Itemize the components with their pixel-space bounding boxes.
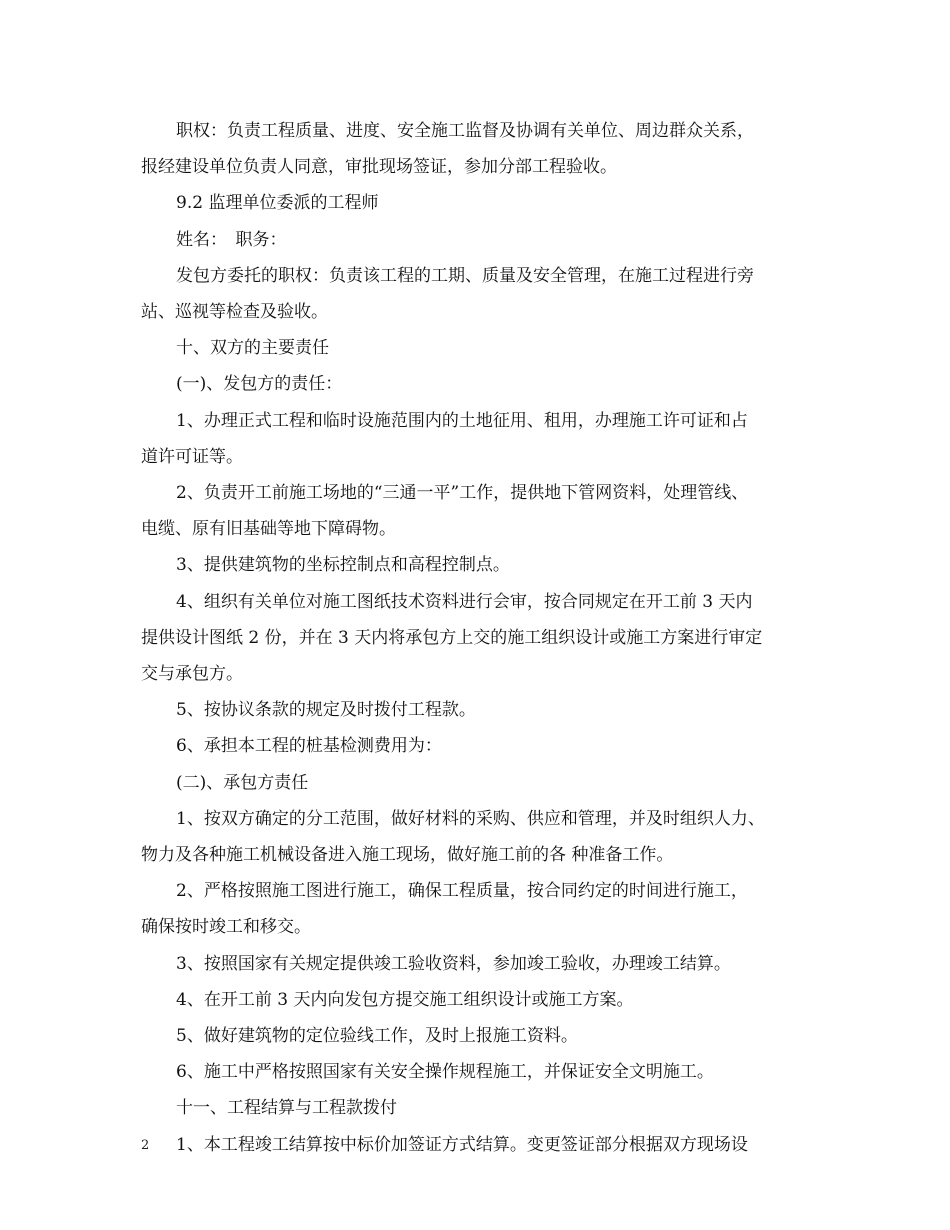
text-line: 交与承包方。	[141, 664, 243, 685]
text-line: 电缆、原有旧基础等地下障碍物。	[141, 519, 396, 540]
text-line: 5、按协议条款的规定及时拨付工程款。	[176, 700, 476, 721]
text-line: 5、做好建筑物的定位验线工作，及时上报施工资料。	[176, 1026, 578, 1047]
text-line: 1、按双方确定的分工范围，做好材料的采购、供应和管理，并及时组织人力、	[176, 808, 765, 829]
text-line: (一)、发包方的责任：	[176, 374, 343, 395]
text-line: 物力及各种施工机械设备进入施工现场，做好施工前的各 种准备工作。	[141, 845, 674, 866]
text-line: 十、双方的主要责任	[176, 338, 329, 359]
text-line: (二)、承包方责任	[176, 772, 309, 793]
text-line: 2、负责开工前施工场地的“三通一平”工作，提供地下管网资料，处理管线、	[176, 483, 749, 504]
text-line: 4、组织有关单位对施工图纸技术资料进行会审，按合同规定在开工前 3 天内	[176, 591, 753, 612]
text-line: 6、承担本工程的桩基检测费用为：	[176, 736, 442, 757]
page-number: 2	[141, 1138, 150, 1153]
text-line: 3、按照国家有关规定提供竣工验收资料，参加竣工验收，办理竣工结算。	[176, 953, 731, 974]
text-line: 1、本工程竣工结算按中标价加签证方式结算。变更签证部分根据双方现场设	[176, 1134, 748, 1155]
text-line: 发包方委托的职权：负责该工程的工期、质量及安全管理，在施工过程进行旁	[176, 265, 754, 286]
text-line: 姓名： 职务：	[176, 229, 287, 250]
text-line: 确保按时竣工和移交。	[141, 917, 311, 938]
text-line: 职权：负责工程质量、进度、安全施工监督及协调有关单位、周边群众关系，	[176, 121, 754, 141]
text-line: 站、巡视等检查及验收。	[141, 302, 328, 323]
text-line: 3、提供建筑物的坐标控制点和高程控制点。	[176, 555, 510, 576]
text-line: 提供设计图纸 2 份，并在 3 天内将承包方上交的施工组织设计或施工方案进行审定	[141, 627, 763, 648]
document-body	[141, 113, 831, 1163]
text-line: 4、在开工前 3 天内向发包方提交施工组织设计或施工方案。	[176, 989, 634, 1010]
text-line: 2、严格按照施工图进行施工，确保工程质量，按合同约定的时间进行施工，	[176, 881, 748, 902]
text-line: 报经建设单位负责人同意，审批现场签证，参加分部工程验收。	[141, 157, 617, 178]
text-line: 6、施工中严格按照国家有关安全操作规程施工，并保证安全文明施工。	[176, 1062, 714, 1083]
text-line: 9.2 监理单位委派的工程师	[176, 193, 379, 214]
text-line: 道许可证等。	[141, 446, 243, 467]
text-line: 十一、工程结算与工程款拨付	[176, 1098, 397, 1119]
text-line: 1、办理正式工程和临时设施范围内的土地征用、租用，办理施工许可证和占	[176, 410, 748, 431]
